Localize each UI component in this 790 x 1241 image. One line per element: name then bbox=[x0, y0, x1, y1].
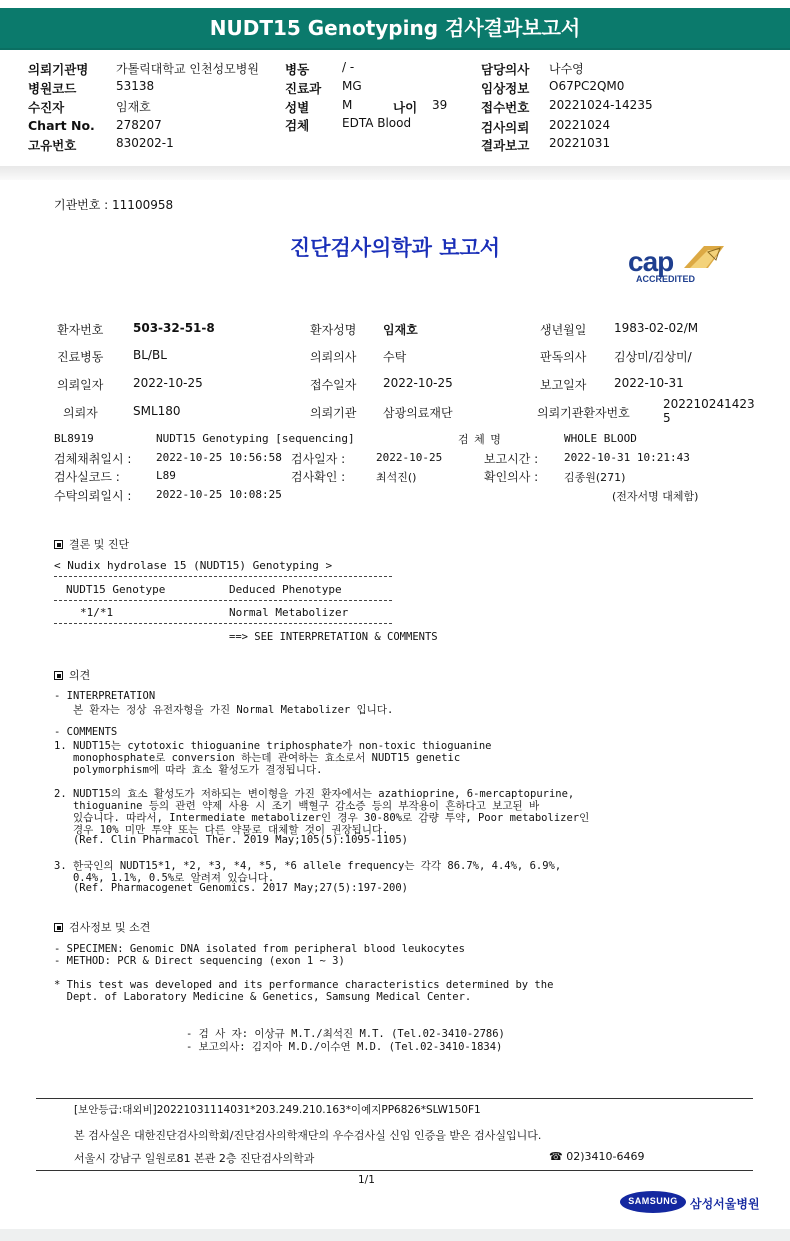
header-right-value-1: O67PC2QM0 bbox=[549, 79, 625, 93]
institution-number: 기관번호 : 11100958 bbox=[54, 198, 174, 212]
patient-value-3-2: 202210241423 bbox=[663, 397, 755, 411]
test-info-line: Dept. of Laboratory Medicine & Genetics, Samsung Medical Center. bbox=[54, 991, 472, 1003]
header-right-value-4: 20221031 bbox=[549, 136, 611, 150]
patient-value-3-1: 삼광의료재단 bbox=[383, 406, 453, 420]
opinion-line: monophosphate로 conversion 하는데 관여하는 효소로서 NUDT15 genetic bbox=[54, 752, 461, 764]
patient-label-0-1: 환자성명 bbox=[310, 323, 357, 337]
header-left-value-1: 53138 bbox=[116, 79, 155, 93]
header-mid-value-3: EDTA Blood bbox=[342, 116, 412, 130]
specimen-value: WHOLE BLOOD bbox=[564, 432, 637, 445]
header-mid-label-2: 성별 bbox=[285, 100, 310, 115]
test-row-1-value2: 최석진() bbox=[376, 471, 417, 484]
header-separator bbox=[0, 166, 790, 180]
footer-rule-bottom bbox=[36, 1170, 753, 1171]
test-code: BL8919 bbox=[54, 432, 94, 445]
lab-report-title: 진단검사의학과 보고서 bbox=[289, 236, 501, 260]
lab-phone: ☎ 02)3410-6469 bbox=[549, 1150, 645, 1163]
test-info-line: - METHOD: PCR & Direct sequencing (exon 1 ~ 3) bbox=[54, 955, 345, 967]
patient-value-1-2: 김상미/김상미/ bbox=[614, 350, 692, 364]
signer-line-0: - 검 사 자: 이상규 M.T./최석진 M.T. (Tel.02-3410-2786) bbox=[186, 1028, 505, 1040]
test-row-1-label2: 검사확인 : bbox=[291, 470, 346, 484]
patient-value-1-0: BL/BL bbox=[133, 348, 167, 362]
header-left-label-2: 수진자 bbox=[28, 100, 65, 115]
patient-label-1-2: 판독의사 bbox=[540, 350, 587, 364]
patient-value-1-1: 수탁 bbox=[383, 350, 407, 364]
test-row-0-value3: 2022-10-31 10:21:43 bbox=[564, 451, 690, 464]
section1-title bbox=[54, 536, 129, 552]
header-mid-label-3: 검체 bbox=[285, 118, 310, 133]
patient-label-3-2: 의뢰기관환자번호 bbox=[537, 406, 630, 420]
test-row-0-value2: 2022-10-25 bbox=[376, 451, 443, 464]
header-right-label-4: 결과보고 bbox=[481, 138, 530, 153]
patient-label-2-1: 접수일자 bbox=[310, 378, 357, 392]
patient-value-2-1: 2022-10-25 bbox=[383, 376, 453, 390]
certification-text: 본 검사실은 대한진단검사의학회/진단검사의학재단의 우수검사실 신임 인증을 받은 검사실입니다. bbox=[74, 1129, 542, 1142]
header-left-label-0: 의뢰기관명 bbox=[28, 62, 89, 77]
test-row-2-label1: 수탁의뢰일시 : bbox=[54, 489, 132, 503]
test-row-0-label3: 보고시간 : bbox=[484, 452, 539, 466]
table-rule-top bbox=[54, 576, 392, 577]
phenotype-value: Normal Metabolizer bbox=[229, 606, 349, 619]
test-row-2-value1: 2022-10-25 10:08:25 bbox=[156, 488, 282, 501]
section1-title-text: 결론 및 진단 bbox=[69, 538, 130, 551]
see-interpretation: ==> SEE INTERPRETATION & COMMENTS bbox=[229, 631, 438, 643]
cap-logo-text: cap bbox=[628, 246, 674, 277]
lab-address: 서울시 강남구 일원로81 본관 2층 진단검사의학과 bbox=[74, 1152, 315, 1165]
opinion-line: 있습니다. 따라서, Intermediate metabolizer인 경우 30-80%로 감량 투약, Poor metabolizer인 bbox=[54, 812, 590, 824]
header-mid-value-0: / - bbox=[342, 60, 355, 74]
opinion-line: (Ref. Pharmacogenet Genomics. 2017 May;27(5):197-200) bbox=[54, 882, 409, 894]
header-mid-value-1: MG bbox=[342, 79, 362, 93]
opinion-line: - COMMENTS bbox=[54, 726, 118, 738]
page-bottom-bar bbox=[0, 1229, 790, 1241]
patient-label-1-1: 의뢰의사 bbox=[310, 350, 357, 364]
header-left-value-3: 278207 bbox=[116, 118, 162, 132]
patient-label-2-0: 의뢰일자 bbox=[57, 378, 104, 392]
test-row-0-label1: 검체채취일시 : bbox=[54, 452, 132, 466]
test-row-1-label1: 검사실코드 : bbox=[54, 470, 120, 484]
patient-label-3-0: 의뢰자 bbox=[63, 406, 98, 420]
header-mid-value-2: M bbox=[342, 98, 353, 112]
specimen-label: 검 체 명 bbox=[458, 433, 502, 446]
footer-rule-top bbox=[36, 1098, 753, 1099]
patient-label-0-0: 환자번호 bbox=[57, 323, 104, 337]
test-row-1-value3: 김종원(271) bbox=[564, 471, 626, 484]
test-row-1-value1: L89 bbox=[156, 469, 176, 482]
header-right-label-2: 접수번호 bbox=[481, 100, 530, 115]
cap-logo-subtext: ACCREDITED bbox=[636, 274, 696, 284]
table-rule-bottom bbox=[54, 623, 392, 624]
header-left-value-0: 가톨릭대학교 인천성모병원 bbox=[116, 62, 259, 76]
patient-value-0-2: 1983-02-02/M bbox=[614, 321, 699, 335]
header-right-label-1: 임상정보 bbox=[481, 81, 530, 96]
opinion-line: (Ref. Clin Pharmacol Ther. 2019 May;105(5):1095-1105) bbox=[54, 834, 409, 846]
header-left-label-4: 고유번호 bbox=[28, 138, 77, 153]
page-number: 1/1 bbox=[358, 1174, 375, 1186]
square-bullet-icon bbox=[54, 671, 63, 680]
opinion-line: polymorphism에 따라 효소 활성도가 결정됩니다. bbox=[54, 764, 323, 776]
genotype-value: *1/*1 bbox=[80, 606, 114, 619]
test-info-line: - SPECIMEN: Genomic DNA isolated from peripheral blood leukocytes bbox=[54, 943, 465, 955]
header-right-label-3: 검사의뢰 bbox=[481, 120, 530, 135]
samsung-wordmark: SAMSUNG bbox=[628, 1196, 678, 1206]
square-bullet-icon bbox=[54, 923, 63, 932]
header-mid-label-0: 병동 bbox=[285, 62, 310, 77]
patient-value-3-2-cont: 5 bbox=[663, 411, 671, 425]
header-left-value-4: 830202-1 bbox=[116, 136, 174, 150]
section1-heading: < Nudix hydrolase 15 (NUDT15) Genotyping > bbox=[54, 559, 333, 572]
patient-label-0-2: 생년월일 bbox=[540, 323, 587, 337]
header-left-label-1: 병원코드 bbox=[28, 81, 77, 96]
header-info bbox=[0, 48, 790, 166]
header-age-value: 39 bbox=[432, 98, 448, 112]
security-line: [보안등급:대외비]20221031114031*203.249.210.163*이예지PP6826*SLW150F1 bbox=[74, 1104, 481, 1116]
header-right-value-3: 20221024 bbox=[549, 118, 611, 132]
e-signature-note: (전자서명 대체함) bbox=[612, 490, 699, 503]
opinion-line: - INTERPRETATION bbox=[54, 690, 156, 702]
opinion-line: 경우 10% 미만 투약 또는 다른 약물로 대체할 것이 권장됩니다. bbox=[54, 824, 389, 836]
opinion-line: 0.4%, 1.1%, 0.5%로 알려져 있습니다. bbox=[54, 872, 275, 884]
section2-title-text: 의견 bbox=[69, 669, 91, 682]
patient-value-2-0: 2022-10-25 bbox=[133, 376, 203, 390]
report-title-bar bbox=[0, 8, 790, 48]
section2-title bbox=[54, 667, 90, 683]
header-mid-label-1: 진료과 bbox=[285, 81, 322, 96]
hospital-name: 삼성서울병원 bbox=[690, 1197, 760, 1211]
section3-title-text: 검사정보 및 소견 bbox=[69, 921, 151, 934]
header-right-value-0: 나수영 bbox=[549, 62, 584, 76]
report-title: NUDT15 Genotyping 검사결과보고서 bbox=[209, 16, 581, 40]
opinion-line: 본 환자는 정상 유전자형을 가진 Normal Metabolizer 입니다. bbox=[54, 704, 394, 716]
patient-value-0-1: 임재호 bbox=[383, 323, 418, 337]
opinion-line: 2. NUDT15의 효소 활성도가 저하되는 변이형을 가진 환자에서는 azathioprine, 6-mercaptopurine, bbox=[54, 788, 575, 800]
patient-value-0-0: 503-32-51-8 bbox=[133, 321, 215, 335]
opinion-line: thioguanine 등의 관련 약제 사용 시 조기 백혈구 감소증 등의 부작용이 흔하다고 보고된 바 bbox=[54, 800, 540, 812]
table-rule-mid bbox=[54, 600, 392, 601]
header-left-value-2: 임재호 bbox=[116, 100, 151, 114]
test-info-line: * This test was developed and its performance characteristics determined by the bbox=[54, 979, 554, 991]
test-row-1-label3: 확인의사 : bbox=[484, 470, 539, 484]
header-right-label-0: 담당의사 bbox=[481, 62, 530, 77]
phenotype-col-header: Deduced Phenotype bbox=[229, 583, 342, 596]
test-name: NUDT15 Genotyping [sequencing] bbox=[156, 432, 355, 445]
signer-line-1: - 보고의사: 김지아 M.D./이수연 M.D. (Tel.02-3410-1834) bbox=[186, 1041, 503, 1053]
opinion-line: 3. 한국인의 NUDT15*1, *2, *3, *4, *5, *6 allele frequency는 각각 86.7%, 4.4%, 6.9%, bbox=[54, 860, 562, 872]
patient-value-2-2: 2022-10-31 bbox=[614, 376, 684, 390]
header-left-label-3: Chart No. bbox=[28, 118, 95, 133]
cap-accredited-logo bbox=[624, 240, 734, 288]
test-row-0-value1: 2022-10-25 10:56:58 bbox=[156, 451, 282, 464]
header-right-value-2: 20221024-14235 bbox=[549, 98, 653, 112]
genotype-col-header: NUDT15 Genotype bbox=[66, 583, 166, 596]
square-bullet-icon bbox=[54, 540, 63, 549]
patient-label-3-1: 의뢰기관 bbox=[310, 406, 357, 420]
header-age-label: 나이 bbox=[393, 100, 418, 115]
patient-label-2-2: 보고일자 bbox=[540, 378, 587, 392]
test-row-0-label2: 검사일자 : bbox=[291, 452, 346, 466]
section3-title bbox=[54, 919, 150, 935]
patient-label-1-0: 진료병동 bbox=[57, 350, 104, 364]
patient-value-3-0: SML180 bbox=[133, 404, 181, 418]
opinion-line: 1. NUDT15는 cytotoxic thioguanine triphosphate가 non-toxic thioguanine bbox=[54, 740, 492, 752]
